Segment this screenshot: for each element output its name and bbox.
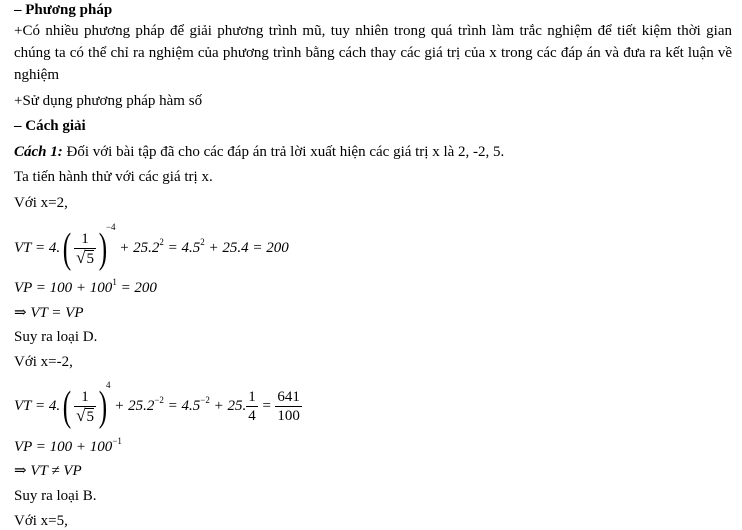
eq1-rest1-exp: 2 (159, 237, 164, 247)
method-paragraph-2: +Sử dụng phương pháp hàm số (14, 93, 203, 109)
eq2-text: VP = 100 + 100 (14, 280, 113, 296)
eq5-exp: −1 (112, 436, 122, 446)
eq4-right-paren: ) (98, 383, 108, 430)
eq4-f2-num: 1 (248, 389, 256, 406)
eq4-rest1-exp: −2 (154, 395, 164, 405)
eq4-rest2: = 4.5 (163, 398, 201, 414)
eq4-fraction (74, 388, 96, 426)
case-x-5-label: Với x=5, (14, 513, 68, 529)
eq4-f3-num: 641 (277, 389, 300, 406)
implication-equal: ⇒ VT = VP (14, 305, 84, 321)
eq1-right-paren: ) (98, 225, 108, 272)
eq4-rest1: + 25.2 (114, 398, 155, 414)
sqrt-icon: √ (76, 247, 86, 267)
cach1-label: Cách 1: (14, 144, 63, 160)
eq1-frac-den (74, 248, 96, 268)
eq1-fraction (74, 230, 96, 268)
section-heading-method: – Phương pháp (14, 2, 113, 18)
eq4-lhs: VT = 4. (14, 398, 61, 414)
conclusion-exclude-b: Suy ra loại B. (14, 488, 97, 504)
eq4-left-paren: ( (62, 383, 72, 430)
eq1-rest3: + 25.4 = 200 (204, 240, 289, 256)
case-x-neg2-label: Với x=-2, (14, 354, 73, 370)
eq2-exp: 1 (112, 277, 117, 287)
implication-not-equal: ⇒ VT ≠ VP (14, 463, 82, 479)
eq1-sqrt (76, 249, 94, 268)
eq4-eq-sign: = (257, 398, 276, 414)
eq1-lhs: VT = 4. (14, 240, 61, 256)
sqrt-icon: √ (76, 405, 86, 425)
equation-vt-x2 (14, 222, 289, 270)
case-x-2-label: Với x=2, (14, 195, 68, 211)
eq1-frac-num: 1 (81, 230, 89, 247)
method-paragraph-1: +Có nhiều phương pháp để giải phương trình mũ, tuy nhiên trong quá trình làm trắc nghiệm để tiết kiệm thời gian chúng ta có thể chỉ ra nghiệm của phương trình bằng cách thay các giá trị của x trong các đáp án và đưa ra kết luận về nghiệm (14, 23, 732, 83)
conclusion-exclude-d: Suy ra loại D. (14, 329, 98, 345)
equation-vt-xneg2 (14, 380, 302, 428)
cach1-line (14, 143, 504, 161)
eq1-rest2-exp: 2 (200, 237, 205, 247)
eq1-left-paren: ( (62, 225, 72, 272)
eq4-frac-num: 1 (81, 388, 89, 405)
eq2-tail: = 200 (116, 280, 157, 296)
eq1-rest1: + 25.2 (119, 240, 160, 256)
eq1-sqrt-arg: 5 (86, 250, 94, 267)
try-values-line: Ta tiến hành thử với các giá trị x. (14, 169, 213, 185)
eq4-rest2-exp: −2 (200, 395, 210, 405)
eq4-sqrt (76, 407, 94, 426)
eq4-rest3: + 25. (209, 398, 247, 414)
eq1-rest2: = 4.5 (163, 240, 201, 256)
eq4-f3-den: 100 (277, 408, 300, 425)
eq4-sqrt-arg: 5 (86, 408, 94, 425)
eq4-frac-den (74, 406, 96, 426)
equation-vp-x2 (14, 277, 157, 297)
eq5-text: VP = 100 + 100 (14, 439, 113, 455)
eq4-fraction-result (275, 388, 302, 425)
eq4-f2-den: 4 (248, 408, 256, 425)
equation-vp-xneg2 (14, 436, 122, 456)
cach1-text: Đối với bài tập đã cho các đáp án trả lời xuất hiện các giá trị x là 2, -2, 5. (62, 144, 505, 160)
section-heading-solution: – Cách giải (14, 118, 86, 134)
eq4-fraction-quarter (246, 388, 258, 425)
eq1-outer-exp: −4 (105, 222, 116, 232)
eq4-outer-exp: 4 (105, 380, 111, 390)
